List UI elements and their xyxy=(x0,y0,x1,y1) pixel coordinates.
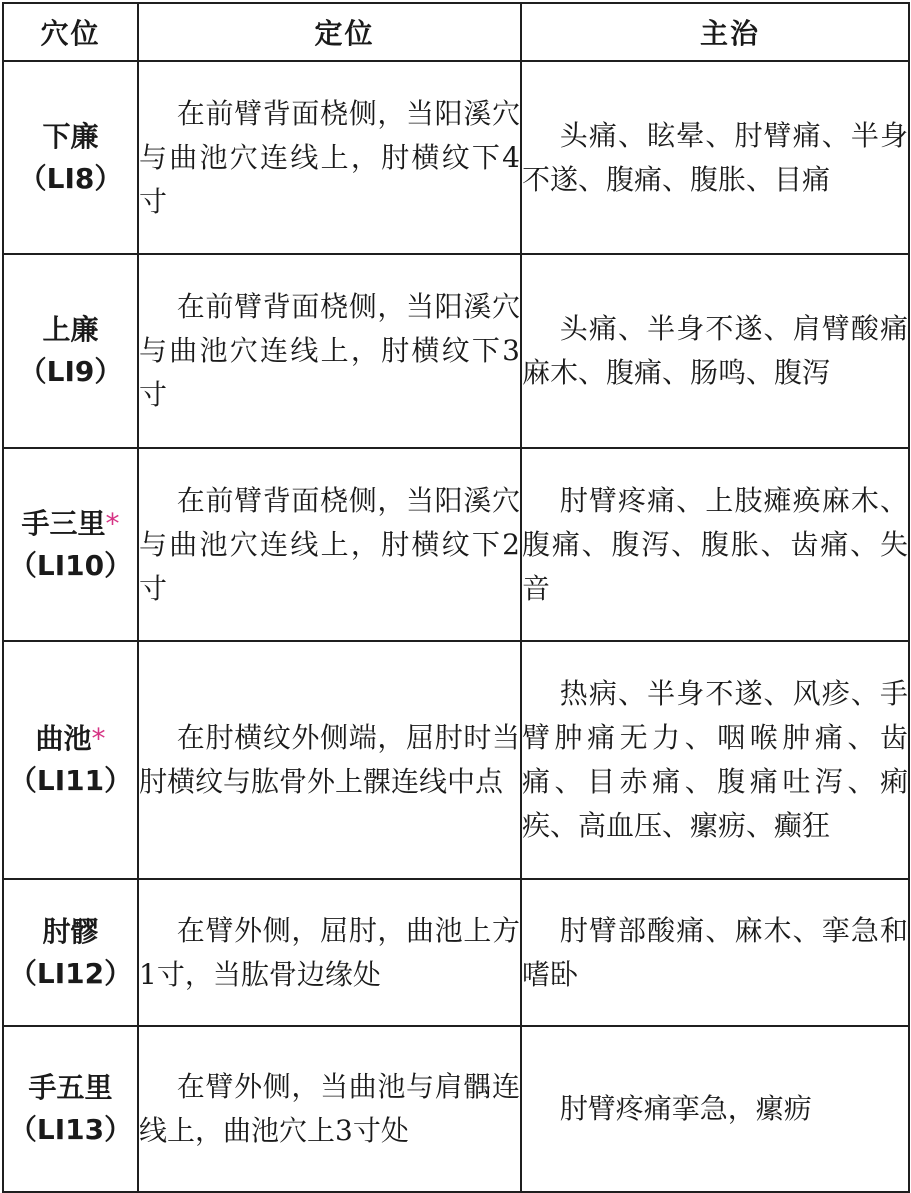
point-name: 手三里 xyxy=(21,506,106,540)
header-indication: 主治 xyxy=(521,3,909,61)
indication-cell: 肘臂疼痛、上肢瘫痪麻木、腹痛、腹泻、腹胀、齿痛、失音 xyxy=(521,448,909,641)
point-name: 下廉 xyxy=(42,119,99,153)
location-cell: 在臂外侧，屈肘，曲池上方1寸，当肱骨边缘处 xyxy=(138,879,521,1026)
point-code: （LI8） xyxy=(18,161,123,195)
point-cell xyxy=(3,641,138,879)
point-name: 上廉 xyxy=(42,313,99,346)
header-point: 穴位 xyxy=(3,3,138,61)
point-code: （LI11） xyxy=(8,764,133,797)
point-cell xyxy=(3,61,138,254)
table-row xyxy=(3,61,909,254)
table-row xyxy=(3,1026,909,1192)
key-point-star: * xyxy=(105,506,120,540)
point-code: （LI13） xyxy=(8,1113,133,1146)
point-cell xyxy=(3,448,138,641)
point-code: （LI12） xyxy=(8,956,133,990)
point-cell xyxy=(3,1026,138,1192)
point-cell xyxy=(3,879,138,1026)
location-cell: 在肘横纹外侧端，屈肘时当肘横纹与肱骨外上髁连线中点 xyxy=(138,641,521,879)
point-name: 曲池 xyxy=(35,722,92,755)
point-code: （LI10） xyxy=(8,548,133,582)
header-location: 定位 xyxy=(138,3,521,61)
key-point-star: * xyxy=(91,722,106,755)
table-header-row xyxy=(3,3,909,61)
indication-cell: 头痛、眩晕、肘臂痛、半身不遂、腹痛、腹胀、目痛 xyxy=(521,61,909,254)
point-cell xyxy=(3,254,138,448)
table-row xyxy=(3,448,909,641)
table-row xyxy=(3,254,909,448)
acupoint-table xyxy=(2,2,910,1193)
indication-cell: 热病、半身不遂、风疹、手臂肿痛无力、咽喉肿痛、齿痛、目赤痛、腹痛吐泻、痢疾、高血压、瘰疬、癫狂 xyxy=(521,641,909,879)
table-row xyxy=(3,641,909,879)
point-name: 手五里 xyxy=(28,1071,113,1104)
point-code: （LI9） xyxy=(18,355,123,388)
point-name: 肘髎 xyxy=(42,914,99,948)
indication-cell: 肘臂疼痛挛急，瘰疬 xyxy=(521,1026,909,1192)
location-cell: 在臂外侧，当曲池与肩髃连线上，曲池穴上3寸处 xyxy=(138,1026,521,1192)
location-cell: 在前臂背面桡侧，当阳溪穴与曲池穴连线上，肘横纹下3寸 xyxy=(138,254,521,448)
location-cell: 在前臂背面桡侧，当阳溪穴与曲池穴连线上，肘横纹下2寸 xyxy=(138,448,521,641)
location-cell: 在前臂背面桡侧，当阳溪穴与曲池穴连线上，肘横纹下4寸 xyxy=(138,61,521,254)
table-row xyxy=(3,879,909,1026)
indication-cell: 肘臂部酸痛、麻木、挛急和嗜卧 xyxy=(521,879,909,1026)
indication-cell: 头痛、半身不遂、肩臂酸痛麻木、腹痛、肠鸣、腹泻 xyxy=(521,254,909,448)
